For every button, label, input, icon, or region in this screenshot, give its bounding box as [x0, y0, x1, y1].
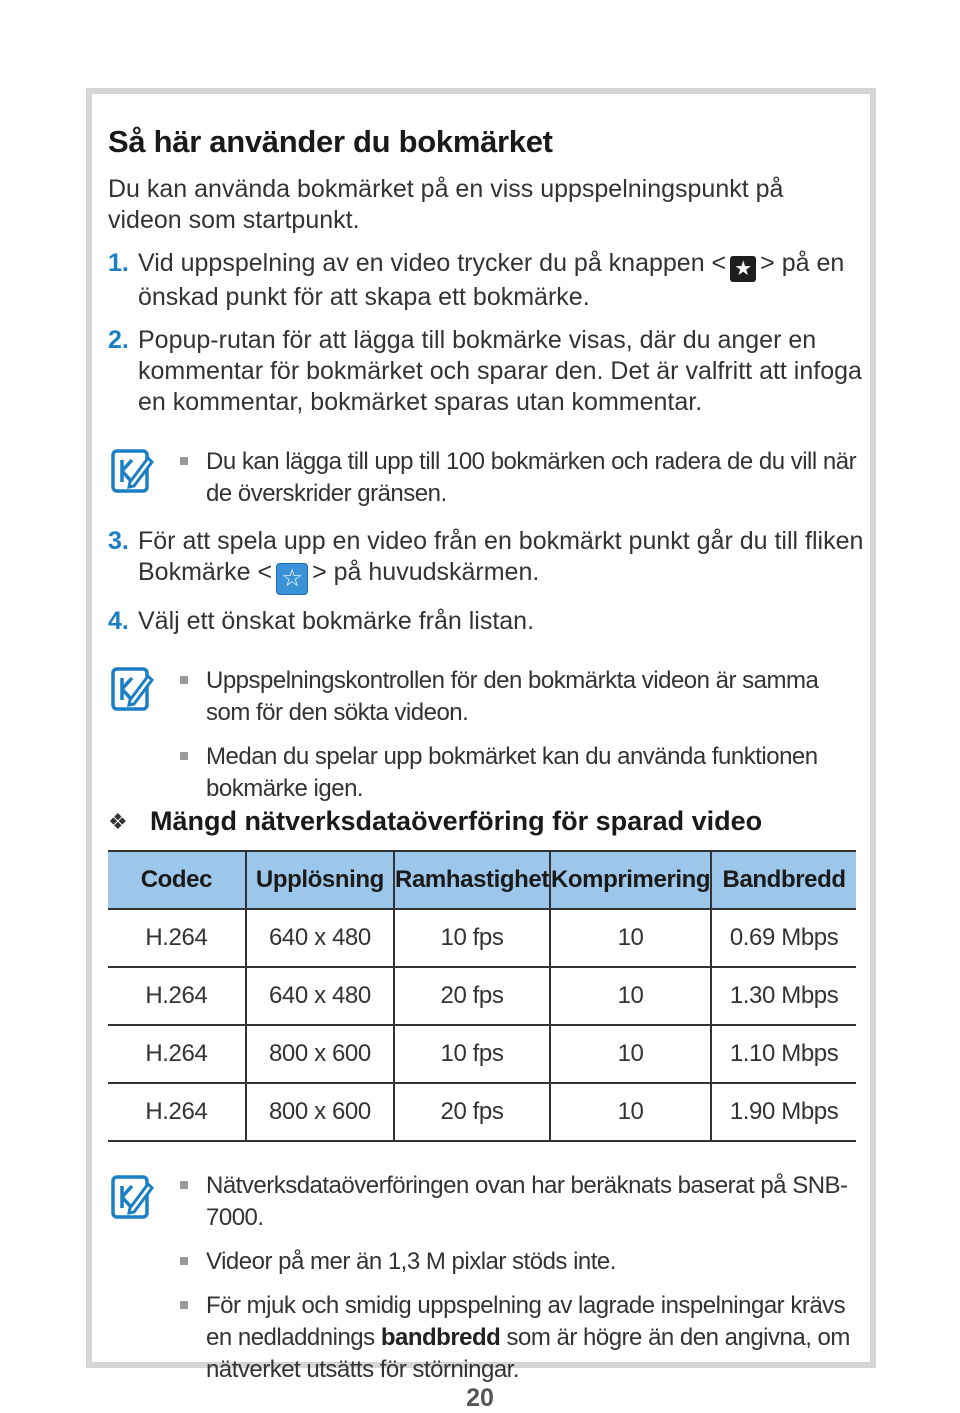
table-row: [108, 1083, 856, 1141]
note-2-list: [180, 665, 860, 817]
step-text: > på huvudskärmen.: [312, 558, 540, 586]
table-cell: 10 fps: [394, 909, 550, 967]
page-number: 20: [466, 1384, 494, 1412]
table-row: [108, 909, 856, 967]
bookmark-tab-star-icon: ☆: [276, 563, 308, 595]
section-heading: [108, 806, 762, 837]
table-cell: 0.69 Mbps: [711, 909, 856, 967]
step-4: [108, 606, 868, 637]
step-text: Vid uppspelning av en video trycker du på knappen <: [138, 249, 727, 277]
step-text: Popup-rutan för att lägga till bokmärke visas, där du anger en kommentar för bokmärket och sparar den. Det är valfritt att infoga en kommentar, bokmärket sparas utan kommentar.: [138, 326, 862, 416]
column-header: Upplösning: [246, 851, 394, 909]
section-title-text: Mängd nätverksdataöverföring för sparad video: [150, 806, 763, 836]
step-number: 1.: [108, 249, 129, 277]
page-title: Så här använder du bokmärket: [108, 124, 553, 159]
table-cell: H.264: [108, 1083, 246, 1141]
table-cell: 10 fps: [394, 1025, 550, 1083]
table-cell: H.264: [108, 909, 246, 967]
column-header: Codec: [108, 851, 246, 909]
note-bold-text: bandbredd: [380, 1324, 501, 1351]
step-text: För att spela upp en video från en bokmärkt punkt går du till fliken Bokmärke <: [138, 527, 864, 586]
note-pencil-icon: [110, 448, 154, 496]
table-header-row: [108, 851, 856, 909]
table-cell: 1.30 Mbps: [711, 967, 856, 1025]
note-pencil-icon: [110, 666, 154, 714]
note-3-list: [180, 1170, 860, 1398]
table-cell: H.264: [108, 1025, 246, 1083]
column-header: Bandbredd: [711, 851, 856, 909]
step-text: Välj ett önskat bokmärke från listan.: [138, 607, 535, 635]
step-2: [108, 325, 868, 418]
bookmark-star-icon: ★: [730, 256, 756, 282]
table-row: [108, 1025, 856, 1083]
bandwidth-table: [108, 850, 856, 1142]
step-1: [108, 248, 868, 313]
table-cell: 10: [550, 909, 711, 967]
step-number: 3.: [108, 527, 129, 555]
note-item: Du kan lägga till upp till 100 bokmärken och radera de du vill när de överskrider gränsen.: [180, 446, 860, 510]
step-number: 4.: [108, 607, 129, 635]
table-cell: 20 fps: [394, 967, 550, 1025]
note-item: [180, 1290, 860, 1386]
note-item: Videor på mer än 1,3 M pixlar stöds inte.: [180, 1246, 860, 1278]
note-item: Medan du spelar upp bokmärket kan du använda funktionen bokmärke igen.: [180, 741, 860, 805]
note-item: Nätverksdataöverföringen ovan har beräknats baserat på SNB-7000.: [180, 1170, 860, 1234]
note-1-list: [180, 446, 860, 522]
note-pencil-icon: [110, 1174, 154, 1222]
table-cell: 640 x 480: [246, 967, 394, 1025]
table-row: [108, 967, 856, 1025]
table-cell: 640 x 480: [246, 909, 394, 967]
step-text: > på en önskad punkt för att skapa ett bokmärke.: [138, 249, 845, 311]
column-header: Komprimering: [550, 851, 711, 909]
note-text: som är högre än den angivna, om nätverket utsätts för störningar.: [206, 1324, 850, 1383]
note-item: Uppspelningskontrollen för den bokmärkta videon är samma som för den sökta videon.: [180, 665, 860, 729]
table-cell: 1.10 Mbps: [711, 1025, 856, 1083]
table-cell: 10: [550, 1083, 711, 1141]
four-diamond-icon: ❖: [108, 809, 128, 834]
table-cell: 20 fps: [394, 1083, 550, 1141]
step-3: [108, 526, 868, 595]
table-cell: H.264: [108, 967, 246, 1025]
table-cell: 10: [550, 967, 711, 1025]
column-header: Ramhastighet: [394, 851, 550, 909]
table-cell: 1.90 Mbps: [711, 1083, 856, 1141]
step-number: 2.: [108, 326, 129, 354]
intro-text: Du kan använda bokmärket på en viss uppspelningspunkt på videon som startpunkt.: [108, 175, 784, 234]
table-cell: 800 x 600: [246, 1025, 394, 1083]
table-cell: 10: [550, 1025, 711, 1083]
note-text: För mjuk och smidig uppspelning av lagrade inspelningar krävs en nedladdnings: [206, 1292, 846, 1351]
table-cell: 800 x 600: [246, 1083, 394, 1141]
